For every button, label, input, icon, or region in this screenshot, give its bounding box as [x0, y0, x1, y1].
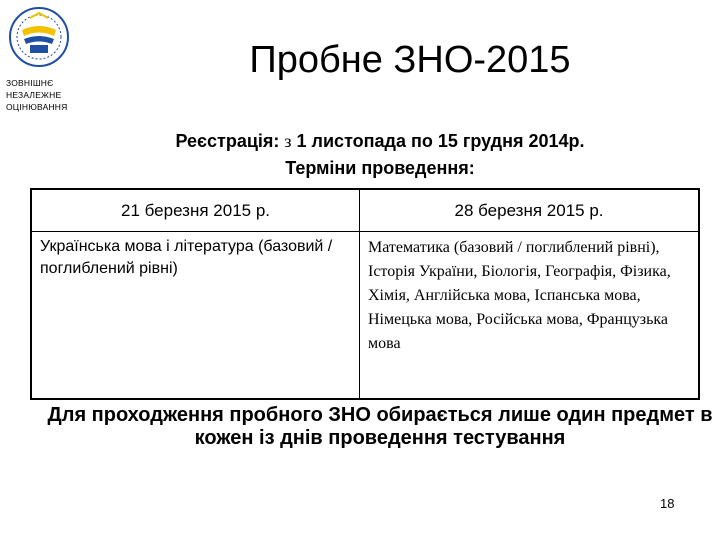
org-line-1: ЗОВНІШНЄ: [6, 78, 54, 88]
org-line-3: ОЦІНЮВАННЯ: [6, 102, 68, 112]
registration-line: [60, 128, 700, 155]
schedule-table: [30, 188, 700, 400]
column-header-day1: 21 березня 2015 р.: [31, 189, 360, 232]
table-header-row: [31, 189, 699, 232]
column-header-day2: 28 березня 2015 р.: [360, 189, 700, 232]
registration-period: 1 листопада по 15 грудня 2014р.: [296, 131, 585, 151]
page-number: 18: [660, 496, 675, 511]
day2-subjects: Математика (базовий / поглиблений рівні), Історія України, Біологія, Географія, Фізика, Хімія, Англійська мова, Іспанська мова, Німецька мова, Російська мова, Французька мова: [368, 239, 671, 352]
note-text: Для проходження пробного ЗНО обирається лише один предмет в кожен із днів проведення тестування: [47, 404, 713, 449]
dates-label: Терміни проведення:: [285, 158, 475, 178]
page-title: Пробне ЗНО-2015: [249, 39, 571, 81]
registration-from: з: [284, 131, 292, 151]
day1-subjects: Українська мова і література (базовий / поглиблений рівні): [40, 238, 333, 277]
registration-block: [60, 128, 700, 182]
organization-name: [6, 77, 67, 113]
table-row: [31, 232, 699, 400]
registration-label: Реєстрація:: [175, 131, 280, 151]
org-line-2: НЕЗАЛЕЖНЕ: [6, 90, 62, 100]
zno-logo-icon: [8, 6, 70, 68]
